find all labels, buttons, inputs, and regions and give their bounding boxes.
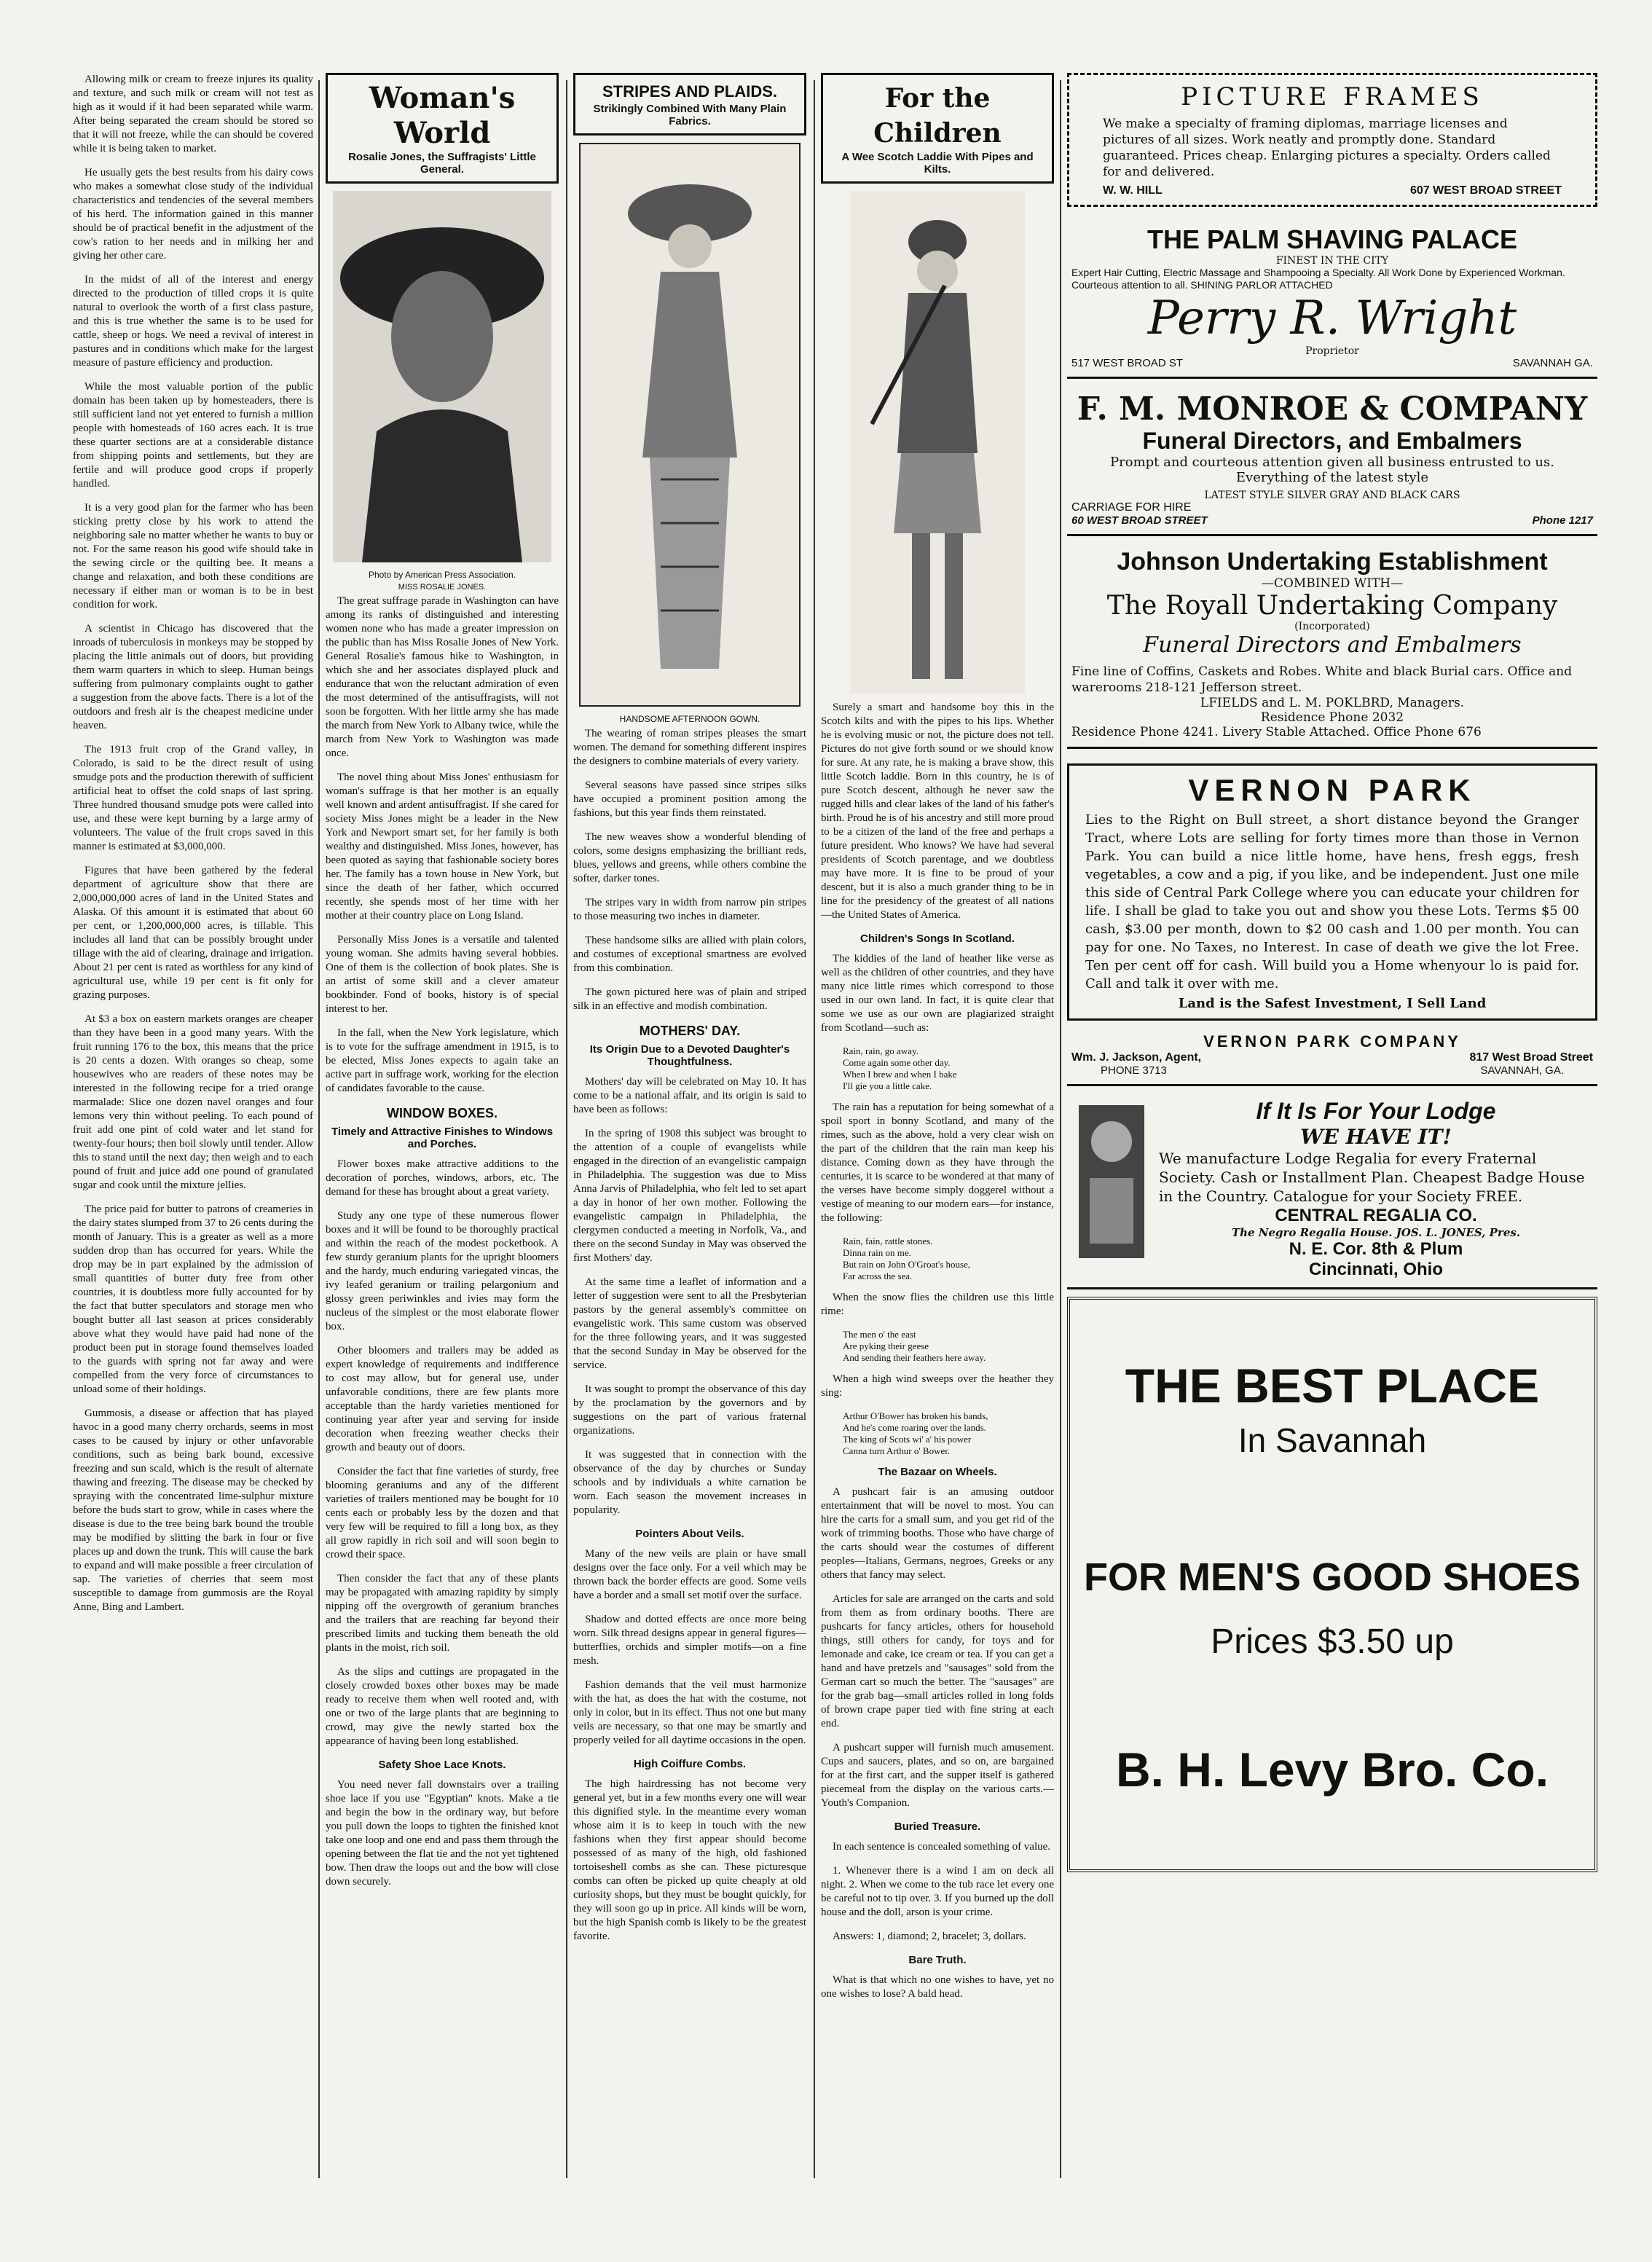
section-title: STRIPES AND PLAIDS. bbox=[602, 82, 777, 101]
ad-footer bbox=[1071, 514, 1593, 527]
ad-subtitle: FINEST IN THE CITY bbox=[1275, 255, 1389, 267]
picture-frames-ad bbox=[1067, 73, 1597, 207]
ad-address: 60 WEST BROAD STREET bbox=[1071, 514, 1208, 527]
article-subhead: The Bazaar on Wheels. bbox=[878, 1466, 997, 1478]
ad-location: In Savannah bbox=[1238, 1421, 1427, 1459]
paragraph: In the spring of 1908 this subject was brought to the attention of a couple of evangelists while engaged in the direction of an evangelistic campaign in Philadelphia. The suggestion was due to Miss Anna Jarvis of Philadelphia, who felt led to set apart a day in honor of her own mother. Following the evangelistic campaign in Philadelphia, the clergymen conducted a meeting in Norfolk, Va., and there on the second Sunday in May was observed the first Mothers' day. bbox=[573, 1128, 806, 1264]
paragraph: Gummosis, a disease or affection that has played havoc in a good many cherry orchards, seems in most cases to be caused by injury or other unfavorable conditions, such as being bark bound, excessive freezing and sun scald, which is the result of alternate thawing and freezing. The disease may be checked by spraying with the concentrated lime-sulphur mixture before the buds start to grow, while in cases where the disease is due to the tree being bark bound the trouble may be modified by slitting the bark in four or five places up and down the trunk. This will cause the bark to expand and will make possible a freer circulation of sap. The varieties of cherries that seem most susceptible to damage from gummosis are the Royal Anne, Bing and Lambert. bbox=[73, 1407, 313, 1613]
column-rule bbox=[566, 80, 567, 2178]
paragraph: Personally Miss Jones is a versatile and talented young woman. She admits having several hobbies. One of them is the collection of book plates. She is an artist of some skill and a clever amateur bookbinder. Fond of books, history is of special interest to her. bbox=[326, 934, 559, 1015]
paragraph: While the most valuable portion of the public domain has been taken up by homesteaders, there is still sufficient land not yet entered to furnish a million people with homesteads of 160 acres each. It is true these quarter sections are at a considerable distance from shipping points and settlements, but they are fertile and will produce good crops if properly handled. bbox=[73, 381, 313, 490]
column-rule bbox=[318, 80, 320, 2178]
ad-headline: THE BEST PLACE bbox=[1125, 1359, 1540, 1413]
paragraph: A pushcart supper will furnish much amusement. Cups and saucers, plates, and so on, are bargained for at the first cart, and the supper itself is gathered piecemeal from the display on the various carts.—Youth's Companion. bbox=[821, 1742, 1054, 1809]
vernon-park-company-ad bbox=[1067, 1025, 1597, 1086]
monroe-company-ad bbox=[1067, 383, 1597, 536]
ad-company: B. H. Levy Bro. Co. bbox=[1115, 1743, 1549, 1796]
womans-world-column bbox=[326, 73, 559, 1899]
paragraph: When a high wind sweeps over the heather they sing: bbox=[821, 1373, 1054, 1399]
paragraph: These handsome silks are allied with plain colors, and costumes of exceptional smartness are evolved from this combination. bbox=[573, 935, 806, 974]
column-rule bbox=[1060, 80, 1061, 2178]
paragraph: The wearing of roman stripes pleases the smart women. The demand for something different inspires the designers to combine materials of every variety. bbox=[573, 728, 806, 767]
ad-phone: PHONE 3713 bbox=[1101, 1064, 1167, 1077]
rhyme-line: And sending their feathers here away. bbox=[843, 1352, 986, 1363]
rhyme-line: Dinna rain on me. bbox=[843, 1247, 911, 1258]
rhyme-line: Are pyking their geese bbox=[843, 1340, 929, 1351]
ad-address: 817 West Broad Street bbox=[1469, 1051, 1593, 1064]
ad-subtitle: WE HAVE IT! bbox=[1300, 1125, 1452, 1149]
ad-product: FOR MEN'S GOOD SHOES bbox=[1084, 1555, 1581, 1599]
rhyme bbox=[821, 1329, 1054, 1364]
ad-title: THE PALM SHAVING PALACE bbox=[1146, 224, 1517, 254]
ad-company: CENTRAL REGALIA CO. bbox=[1275, 1206, 1477, 1225]
section-header-box bbox=[821, 73, 1054, 184]
paragraph: Allowing milk or cream to freeze injures its quality and texture, and such milk or cream will not test as high as it would if it had been separated while warm. After being separated the cream should be stored so that it will not freeze, while the can should be covered while it is being taken to market. bbox=[73, 74, 313, 154]
photo-credit: Photo by American Press Association. bbox=[368, 570, 516, 580]
section-subtitle: Strikingly Combined With Many Plain Fabrics. bbox=[593, 103, 787, 127]
advertisements-column bbox=[1067, 73, 1597, 1872]
paragraph: The novel thing about Miss Jones' enthusiasm for woman's suffrage is that her mother is an equally well known and ardent antisuffragist. If she cared for society Miss Jones might be a leader in the New York and Newport smart set, for her family is both wealthy and distinguished. Miss Jones, however, has been quoted as saying that fashionable society bores her. The family has a town house in New York, but since the death of her father, which occurred recently, she spends most of her time with her mother at their country place on Long Island. bbox=[326, 771, 559, 922]
photo-caption: MISS ROSALIE JONES. bbox=[398, 583, 487, 592]
ad-city: SAVANNAH GA. bbox=[1512, 357, 1593, 369]
vernon-park-ad bbox=[1067, 763, 1597, 1021]
paragraph: In each sentence is concealed something of value. bbox=[833, 1841, 1051, 1853]
regalia-ad bbox=[1067, 1091, 1597, 1289]
paragraph: You need never fall downstairs over a trailing shoe lace if you use "Egyptian" knots. Make a tie and begin the bow in the ordinary way, but before you pull down the loops to tighten the finished knot take one loop and one end and pass them through the opening between the flat tie and the not yet tightened bow. Then draw the loops out and the bow will close down securely. bbox=[326, 1779, 559, 1888]
farm-notes-column bbox=[73, 73, 313, 1625]
article-subhead: Pointers About Veils. bbox=[635, 1528, 744, 1540]
ad-cars: LATEST STYLE SILVER GRAY AND BLACK CARS bbox=[1204, 490, 1460, 501]
ad-row bbox=[1071, 1064, 1593, 1077]
ad-text: Prompt and courteous attention given all business entrusted to us. Everything of the latest style bbox=[1110, 455, 1554, 485]
rhyme-line: Arthur O'Bower has broken his bands, bbox=[843, 1410, 988, 1421]
ad-address: 607 WEST BROAD STREET bbox=[1409, 184, 1562, 197]
paragraph: Many of the new veils are plain or have small designs over the face only. For a veil which may be thrown back the border effects are good. Some veils have a border and a small set motif over the surface. bbox=[573, 1548, 806, 1601]
rhyme bbox=[821, 1236, 1054, 1282]
paragraph: At the same time a leaflet of information and a letter of suggestion were sent to all the Presbyterian pastors by the general assembly's committee on evangelistic work. This same custom was observed for the three following years, and it was suggested that the second Sunday in May be observed for the service. bbox=[573, 1276, 806, 1371]
rhyme-line: Rain, rain, go away. bbox=[843, 1045, 919, 1056]
paragraph: At $3 a box on eastern markets oranges are cheaper than they have been in a good many years. With the fruit running 176 to the box, this means that the price is 20 cents a dozen. With oranges so cheap, some housewives who are readers of these notes may be interested in the following recipe for a tried orange marmalade: Slice one dozen navel oranges and four lemons very thin without peeling. To each pound of fruit add one pint of cold water and let stand for twenty-four hours; then boil slowly until tender. Allow this to stand until the next day; then weigh and to each pound of fruit and juice add one pound of granulated sugar and cook until the mixture jellies. bbox=[73, 1013, 313, 1191]
ad-footer bbox=[1074, 184, 1591, 197]
ad-company: The Royall Undertaking Company bbox=[1106, 591, 1558, 621]
paragraph: The 1913 fruit crop of the Grand valley, in Colorado, is said to be the direct result of using smudge pots and the production therewith of sufficient artificial heat to offset the cold snaps of last spring. Three hundred thousand smudge pots were called into use, and these were kept burning by a large army of volunteers. The value of the fruit crops saved in this manner is estimated at $3,000,000. bbox=[73, 744, 313, 852]
paragraph: A scientist in Chicago has discovered that the inroads of tuberculosis in monkeys may be stopped by placing the little animals out of doors, but providing them warm quarters in which to sleep. Human beings suffering from pulmonary complaints ought to gather a suggestion from the above facts. There is a lot of the outdoors and fresh air is the cheapest medicine under heaven. bbox=[73, 623, 313, 731]
column-rule bbox=[814, 80, 815, 2178]
ad-residence-phone: Residence Phone 2032 bbox=[1260, 710, 1404, 725]
article-subhead: Its Origin Due to a Devoted Daughter's Thoughtfulness. bbox=[589, 1043, 790, 1068]
paragraph: When the snow flies the children use this little rime: bbox=[821, 1292, 1054, 1317]
paragraph: Mothers' day will be celebrated on May 10. It has come to be a national affair, and its origin is said to have been as follows: bbox=[573, 1076, 806, 1115]
section-subtitle: Rosalie Jones, the Suffragists' Little General. bbox=[348, 151, 536, 176]
paragraph: Other bloomers and trailers may be added as expert knowledge of requirements and indifference to cost may allow, but for general use, under unfavorable conditions, there are few plants more acceptable than the hardy varieties mentioned for continuing year after year and serving for inside decoration when freezing weather checks their growth and beauty out of doors. bbox=[326, 1345, 559, 1453]
paragraph: A pushcart fair is an amusing outdoor entertainment that will be novel to most. You can hire the carts for a small sum, and you get rid of the work of trimming booths. Those who have charge of the carts should wear the costumes of different peoples—Italians, Germans, negroes, Greeks or any others that fancy may select. bbox=[821, 1486, 1054, 1581]
paragraph: The rain has a reputation for being somewhat of a spoil sport in bonny Scotland, and many of the rimes, such as the above, hold a very clear wish on the part of the children that the rain man keep his distance. Coming down as they have through the centuries, it is scarce to be wondered at that many of the verses have become simply doggerel without a vestige of meaning to our modern ears—for instance, the following: bbox=[821, 1101, 1054, 1224]
paragraph: The kiddies of the land of heather like verse as well as the children of other countries, and they have many nice little rimes which correspond to those used in our own land. In fact, it is quite clear that some we use as our own are plagiarized straight from Scotland—such as: bbox=[821, 953, 1054, 1034]
paragraph: What is that which no one wishes to have, yet no one wishes to lose? A bald head. bbox=[821, 1974, 1054, 2000]
rhyme-line: The king of Scots wi' a' his power bbox=[843, 1434, 972, 1445]
portrait-illustration bbox=[333, 191, 551, 562]
paragraph: It was suggested that in connection with the observance of the day by churches or Sunday schools and by individuals a white carnation be worn. Each season the movement increases in popularity. bbox=[573, 1449, 806, 1516]
paragraph: In the fall, when the New York legislature, which is to vote for the suffrage amendment in 1915, is to be elected, Miss Jones expects to again take an active part in suffrage work, working for the election of candidates favorable to the cause. bbox=[326, 1027, 559, 1094]
ad-proprietor-label: Proprietor bbox=[1305, 345, 1359, 357]
rhyme-line: Come again some other day. bbox=[843, 1057, 951, 1068]
paragraph: The price paid for butter to patrons of creameries in the dairy states slumped from 37 to 26 cents during the month of January. This is a greater as well as a more sudden drop than has occurred for years. While the drop may be in part explained by the admission of small quantities of butter duty free from other countries, it is doubtless more fully accounted for by the fact that butter speculators and storage men who bought butter all last season at prices considerably above what they would have paid had none of the product been put in storage found themselves loaded to the guards with spring not far away and were compelled from the very force of circumstances to unload some of their holdings. bbox=[73, 1203, 313, 1395]
johnson-undertaking-ad bbox=[1067, 541, 1597, 749]
ad-subtitle: Funeral Directors, and Embalmers bbox=[1142, 428, 1522, 454]
rhyme-line: Rain, fain, rattle stones. bbox=[843, 1236, 933, 1246]
article-subhead: Bare Truth. bbox=[908, 1954, 967, 1966]
ad-address: N. E. Cor. 8th & Plum bbox=[1289, 1239, 1463, 1259]
ad-proprietor-name: Perry R. Wright bbox=[1147, 291, 1517, 345]
section-header-box bbox=[573, 73, 806, 136]
paragraph: Shadow and dotted effects are once more being worn. Silk thread designs appear in general figures—butterflies, orchids and simpler motifs—on a fine mesh. bbox=[573, 1614, 806, 1667]
rhyme-line: And he's come roaring over the lands. bbox=[843, 1422, 986, 1433]
ad-footer bbox=[1071, 357, 1593, 369]
paragraph: Fashion demands that the veil must harmonize with the hat, as does the hat with the costume, not only in color, but in its effect. Thus not one but many veils are necessary, so that one may be smartly and properly veiled for all daytime occasions in the open. bbox=[573, 1679, 806, 1746]
rhyme-line: I'll gie you a little cake. bbox=[843, 1080, 932, 1091]
paragraph: He usually gets the best results from his dairy cows who makes a somewhat close study of the individual characteristics and tendencies of the several members of his herd. The information gained in this manner should be of practical benefit in the adjustment of the cow's ration to her needs and in milking her and giving her other care. bbox=[73, 167, 313, 262]
article-subhead: Timely and Attractive Finishes to Windows and Porches. bbox=[331, 1126, 554, 1150]
ad-title: VERNON PARK COMPANY bbox=[1203, 1032, 1461, 1051]
ad-title: F. M. MONROE & COMPANY bbox=[1077, 390, 1588, 428]
ad-city: SAVANNAH, GA. bbox=[1480, 1064, 1564, 1077]
paragraph: The high hairdressing has not become very general yet, but in a few months every one will wear this dignified style. In the meantime every woman whose aim it is to keep in touch with the new fashions when they first appear should become possessed of as many of the high, old fashioned tortoiseshell combs as she can. These picturesque combs can often be picked up quite cheaply at old curiosity shops, but they must be bought quickly, for they will soon go up in price. All kinds will be worn, but the high Spanish comb is likely to be the greatest favorite. bbox=[573, 1778, 806, 1942]
ad-hire: CARRIAGE FOR HIRE bbox=[1071, 501, 1192, 514]
lodge-emblem-icon bbox=[1071, 1098, 1152, 1265]
gown-drawing bbox=[581, 144, 799, 705]
paragraph: Flower boxes make attractive additions to the decoration of porches, windows, arbors, etc. The demand for these has brought about a great variety. bbox=[326, 1158, 559, 1198]
rhyme-line: But rain on John O'Groat's house, bbox=[843, 1259, 971, 1270]
paragraph: It was sought to prompt the observance of this day by the proclamation by the governors and by suggestions on the part of various fraternal organizations. bbox=[573, 1383, 806, 1437]
rhyme-line: The men o' the east bbox=[843, 1329, 916, 1340]
paragraph: Several seasons have passed since stripes silks have occupied a prominent position among the fashions, but this year finds them reinstated. bbox=[573, 779, 806, 819]
paragraph: The stripes vary in width from narrow pin stripes to those measuring two inches in diameter. bbox=[573, 897, 806, 922]
paragraph: Figures that have been gathered by the federal department of agriculture show that there are 2,000,000,000 acres of land in the United States and Alaska. Of this amount it is estimated that about 60 per cent, or 1,200,000,000 acres, is tillable. This includes all land that can be possibly brought under tillage with the aid of clearing, drainage and irrigation. About 21 per cent is rated as worthless for any kind of agricultural use, while 19 per cent is fit only for grazing purposes. bbox=[73, 865, 313, 1001]
paragraph: Answers: 1, diamond; 2, bracelet; 3, dollars. bbox=[833, 1931, 1026, 1942]
rhyme-line: Far across the sea. bbox=[843, 1271, 913, 1281]
paragraph: The gown pictured here was of plain and striped silk in an effective and modish combination. bbox=[573, 986, 806, 1012]
paragraph: Consider the fact that fine varieties of sturdy, free blooming geraniums and any of the different varieties of trailers mentioned may be bought for 10 cents each or probably less by the dozen and that very few will be required to fill a long box, as they all grow rapidly in rich soil and will soon begin to crowd their space. bbox=[326, 1466, 559, 1560]
illustration-caption: HANDSOME AFTERNOON GOWN. bbox=[619, 714, 760, 724]
ad-text: Lies to the Right on Bull street, a short distance beyond the Granger Tract, where Lots are selling for forty times more than those in Vernon Park. You can build a nice little home, have hens, fresh eggs, fresh vegetables, a cow and a pig, if you like, and be independent. Just one mile this side of Central Park College where you can educate your children for life. I shall be glad to take you out and show you these Lots. Terms $5 00 cash, $3.00 per month, down to $2 00 cash and 1.00 per month. You can pay for one. No Taxes, no Interest. In case of death we give the lot Free. Ten per cent off for cash. Will build you a Home whenyour lo is paid for. Call and talk it over with me. bbox=[1085, 812, 1579, 991]
rhyme-line: When I brew and when I bake bbox=[843, 1069, 957, 1080]
ad-name: W. W. HILL bbox=[1103, 184, 1163, 197]
children-column bbox=[821, 73, 1054, 2011]
ad-text: Fine line of Coffins, Caskets and Robes. White and black Burial cars. Office and warerooms 218-121 Jefferson street. bbox=[1071, 664, 1573, 695]
gown-illustration bbox=[579, 143, 801, 707]
paragraph: Study any one type of these numerous flower boxes and it will be found to be thoroughly practical and within the reach of the modest pocketbook. A few sturdy geranium plants for the upright bloomers and the hardy, much enduring variegated vincas, the ivy leafed geranium or trailing pelargonium and glossy green periwinkles and ivies may form the nucleus of the simplest or the most elaborate flower box. bbox=[326, 1210, 559, 1332]
fashion-column bbox=[573, 73, 806, 1954]
article-subhead: Safety Shoe Lace Knots. bbox=[378, 1759, 506, 1771]
ad-row bbox=[1071, 1051, 1593, 1064]
ad-managers: LFIELDS and L. M. POKLBRD, Managers. bbox=[1200, 696, 1465, 710]
ad-tagline: The Negro Regalia House. JOS. L. JONES, Pres. bbox=[1231, 1226, 1521, 1239]
paragraph: Articles for sale are arranged on the carts and sold from them as from ordinary booths. There are pushcarts for fancy articles, others for household things, still others for candy, for toys and for lemonade and cake, ice cream or tea. If you can get a hand and have pretzels and "sausages" sold from the German cart so much the better. The "sausages" are for the grab bag—small articles rolled in long folds of brown crape paper tied with fine string at each end. bbox=[821, 1593, 1054, 1729]
paragraph: It is a very good plan for the farmer who has been sticking pretty close by his work to attend the neighboring sale no matter whether he wants to buy or not. For the same reason his good wife should take in the sewing circle or the quilting bee. It means a change and relaxation, and both these conditions are necessary if either man or woman is to be in best condition for work. bbox=[73, 502, 313, 610]
section-title: For the Children bbox=[873, 83, 1002, 149]
section-title: Woman's World bbox=[369, 81, 516, 150]
ad-slogan: Land is the Safest Investment, I Sell Land bbox=[1178, 996, 1487, 1011]
ad-incorporated: (Incorporated) bbox=[1294, 621, 1370, 632]
paragraph: Surely a smart and handsome boy this in the Scotch kilts and with the pipes to his lips. Whether he is evolving music or not, the picture does not tell. Pictures do not give forth sound or we should know for sure. At any rate, he is making a brave show, this little Scotch laddie. Born in this country, he is of pure Scotch descent, although he never saw the rugged hills and clear lakes of the land of his father's birth. Proud he is of his ancestry and still more proud to be a citizen of the land of the free and perhaps a future president. Who knows? We have had several presidents of Scotch parentage, and we doubtless may have more. It is fine to be proud of your descent, but it is also a much grander thing to be in line for the presidency of the greatest of all nations—the United States of America. bbox=[821, 702, 1054, 921]
ad-address: 517 WEST BROAD ST bbox=[1071, 357, 1184, 369]
palm-shaving-ad bbox=[1067, 217, 1597, 379]
article-subhead: Children's Songs In Scotland. bbox=[860, 932, 1015, 945]
ad-city: Cincinnati, Ohio bbox=[1309, 1260, 1443, 1279]
paragraph: The great suffrage parade in Washington can have among its ranks of distinguished and interesting women none who has made a greater impression on the public than has Miss Rosalie Jones of New York. General Rosalie's famous hike to Washington, in which she and her associates displayed pluck and endurance that won the reluctant admiration of even the most determined of the antisuffragists, will not soon be forgotten. With her little army she has made the march from New York to Albany twice, while the march from New York to Washington was made once. bbox=[326, 595, 559, 759]
ad-body bbox=[1159, 1098, 1593, 1280]
ad-phones: Residence Phone 4241. Livery Stable Attached. Office Phone 676 bbox=[1071, 725, 1482, 739]
levy-shoes-ad bbox=[1067, 1297, 1597, 1872]
article-subhead: High Coiffure Combs. bbox=[633, 1758, 747, 1770]
rhyme bbox=[821, 1045, 1054, 1092]
portrait-photo bbox=[333, 191, 551, 562]
ad-title: PICTURE FRAMES bbox=[1181, 82, 1484, 111]
paragraph: 1. Whenever there is a wind I am on deck all night. 2. When we come to the tub race let every one be careful not to tip over. 3. If you burned up the doll house and the doll, arson is your crime. bbox=[821, 1865, 1054, 1918]
article-headline: WINDOW BOXES. bbox=[387, 1106, 497, 1120]
ad-title: VERNON PARK bbox=[1188, 773, 1476, 807]
paragraph: In the midst of all of the interest and energy directed to the production of tilled crops it is quite natural to overlook the worth of a first class pasture, and this is true whether the same is to be used for cattle, sheep or hogs. We need a revival of interest in pastures and in conditions which make for the largest measure of pasture efficiency and production. bbox=[73, 274, 313, 369]
article-headline: MOTHERS' DAY. bbox=[639, 1024, 741, 1038]
ad-agent: Wm. J. Jackson, Agent, bbox=[1071, 1051, 1202, 1064]
section-header-box bbox=[326, 73, 559, 184]
ad-subtitle: Funeral Directors and Embalmers bbox=[1143, 632, 1522, 658]
article-subhead: Buried Treasure. bbox=[894, 1821, 981, 1833]
section-subtitle: A Wee Scotch Laddie With Pipes and Kilts. bbox=[841, 151, 1034, 176]
paragraph: The new weaves show a wonderful blending of colors, some designs emphasizing the brilliant reds, blues, yellows and greens, while others combine the softer, darker tones. bbox=[573, 831, 806, 884]
paragraph: Then consider the fact that any of these plants may be propagated with amazing rapidity by simply nipping off the overgrowth of geranium branches and the trailers that are reaching far beyond their prescribed limits and tucking them beneath the old plants in the moist, rich soil. bbox=[326, 1573, 559, 1654]
ad-title: Johnson Undertaking Establishment bbox=[1117, 548, 1548, 576]
ad-phone: Phone 1217 bbox=[1532, 514, 1593, 527]
ad-text: We make a specialty of framing diplomas, marriage licenses and pictures of all sizes. Work neatly and promptly done. Standard guaranteed. Prices cheap. Enlarging pictures a specialty. Orders called for and delivered. bbox=[1103, 117, 1551, 179]
ad-combined: —COMBINED WITH— bbox=[1261, 576, 1404, 591]
ad-text: Expert Hair Cutting, Electric Massage and Shampooing a Specialty. All Work Done by Experienced Workman. Courteous attention to all. SHINING PARLOR ATTACHED bbox=[1071, 267, 1565, 291]
piper-drawing bbox=[850, 191, 1025, 694]
ad-price: Prices $3.50 up bbox=[1211, 1622, 1454, 1661]
ad-text: We manufacture Lodge Regalia for every Fraternal Society. Cash or Installment Plan. Cheapest Badge House in the Country. Catalogue for your Society FREE. bbox=[1159, 1150, 1585, 1205]
piper-illustration bbox=[850, 191, 1025, 694]
paragraph: As the slips and cuttings are propagated in the closely crowded boxes other boxes may be made ready to receive them when well rooted and, with one or two of the large plants that are beginning to crowd, may give the newly started box the appearance of having been long established. bbox=[326, 1666, 559, 1747]
rhyme bbox=[821, 1410, 1054, 1457]
rhyme-line: Canna turn Arthur o' Bower. bbox=[843, 1445, 951, 1456]
ad-title: If It Is For Your Lodge bbox=[1256, 1098, 1496, 1124]
